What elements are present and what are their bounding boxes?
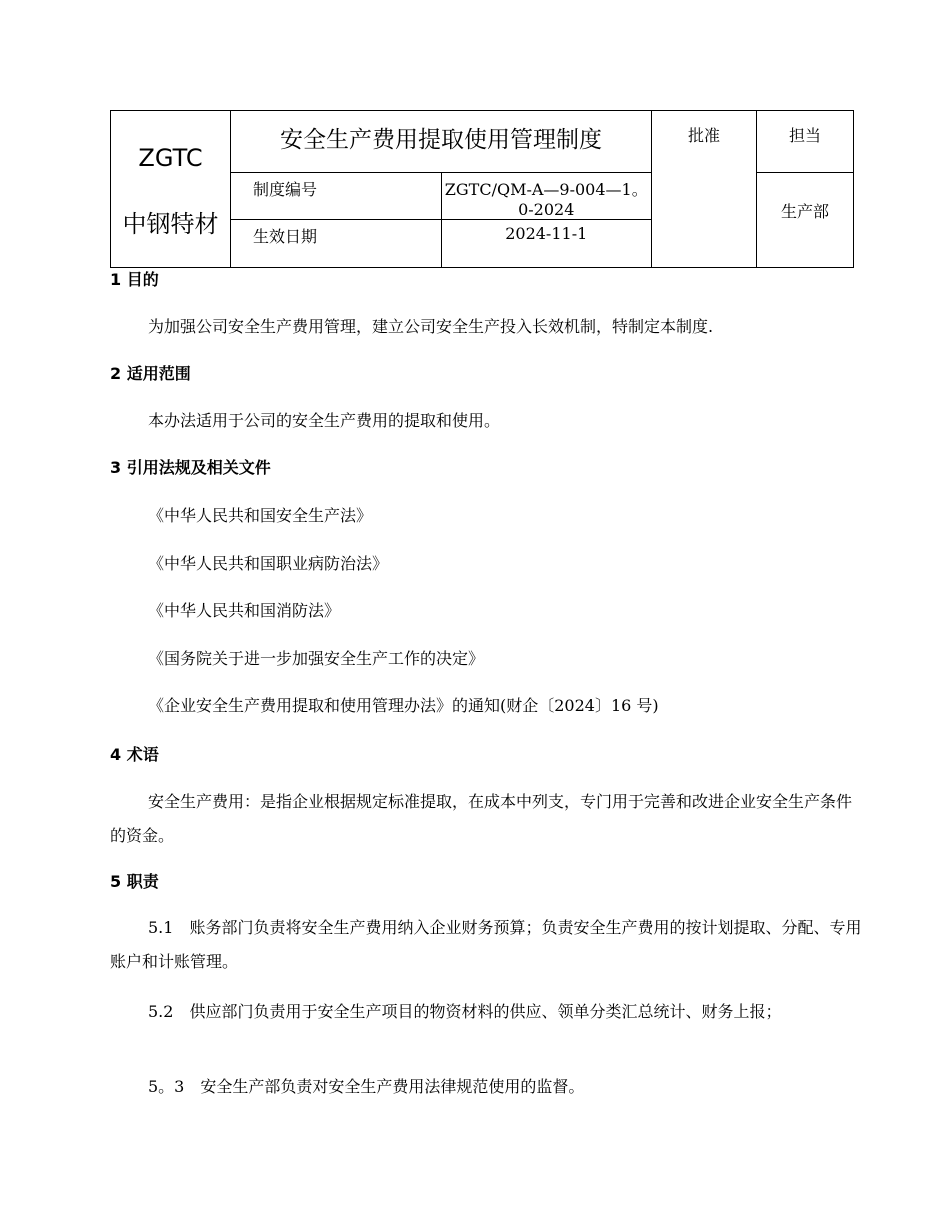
approve-cell: [652, 111, 757, 268]
responsible-label: 担当: [788, 126, 821, 145]
duty-item: 5.1 账务部门负责将安全生产费用纳入企业财务预算；负责安全生产费用的按计划提取、分配、专用账户和计账管理。: [110, 918, 862, 971]
section-2-heading: 2 适用范围: [110, 364, 191, 383]
section-3-heading: 3 引用法规及相关文件: [110, 458, 271, 477]
duty-item: 5。3 安全生产部负责对安全生产费用法律规范使用的监督。: [148, 1077, 585, 1096]
doc-no-value: ZGTC/QM-A—9-004—1。0-2024: [441, 173, 652, 220]
section-1-heading: 1 目的: [110, 270, 159, 289]
reference-item: 《国务院关于进一步加强安全生产工作的决定》: [148, 649, 485, 668]
effective-date-value: 2024-11-1: [441, 220, 652, 268]
section-4-heading: 4 术语: [110, 745, 159, 764]
department-name: 生产部: [780, 202, 829, 221]
department-cell: [757, 173, 854, 268]
duty-item: 5.2 供应部门负责用于安全生产项目的物资材料的供应、领单分类汇总统计、财务上报；: [148, 1002, 782, 1021]
company-logo-cell: [111, 111, 231, 268]
section-5-heading: 5 职责: [110, 872, 159, 891]
reference-item: 《中华人民共和国消防法》: [148, 601, 341, 620]
reference-item: 《企业安全生产费用提取和使用管理办法》的通知(财企〔2024〕16 号): [148, 696, 659, 715]
reference-item: 《中华人民共和国职业病防治法》: [148, 554, 389, 573]
company-name-cn: 中钢特材: [122, 209, 219, 238]
doc-no-label: 制度编号: [231, 173, 442, 220]
company-name-en: ZGTC: [138, 143, 203, 172]
document-title: 安全生产费用提取使用管理制度: [231, 111, 652, 173]
responsible-cell: [757, 111, 854, 173]
document-header-table: [110, 110, 854, 267]
effective-date-label: 生效日期: [231, 220, 442, 268]
section-2-text: 本办法适用于公司的安全生产费用的提取和使用。: [148, 411, 501, 430]
section-4-text: 安全生产费用：是指企业根据规定标准提取，在成本中列支，专门用于完善和改进企业安全生产条件的资金。: [110, 792, 853, 845]
section-1-text: 为加强公司安全生产费用管理，建立公司安全生产投入长效机制，特制定本制度.: [148, 317, 714, 336]
approve-label: 批准: [687, 126, 720, 145]
reference-item: 《中华人民共和国安全生产法》: [148, 506, 373, 525]
